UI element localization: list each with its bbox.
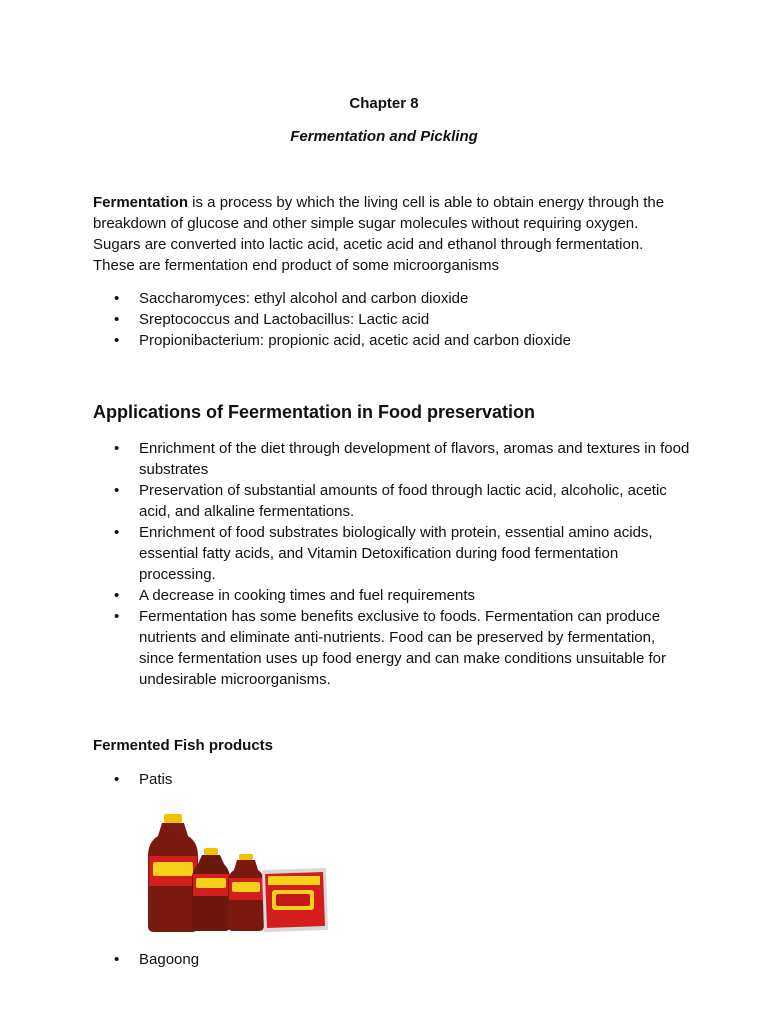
fish-products-list (93, 769, 693, 790)
list-item-text: Patis (139, 771, 173, 788)
list-item-text: Fermentation has some benefits exclusive to foods. Fermentation can produce nutrients and eliminate anti-nutrients. Food can be preserved by fermentation, since fermentation uses up food energy and can make conditions unsuitable for undesirable microorganisms. (139, 608, 666, 688)
list-item-text: A decrease in cooking times and fuel requirements (139, 587, 476, 604)
applications-heading: Applications of Feermentation in Food preservation (93, 402, 536, 422)
fish-products-list-continued (93, 949, 693, 970)
list-item (93, 606, 693, 690)
bullet: • (114, 608, 120, 625)
chapter-heading: Chapter 8 (349, 95, 419, 112)
list-item-text: Preservation of substantial amounts of food through lactic acid, alcoholic, acetic acid, and alkaline fermentations. (139, 482, 667, 520)
list-item-text: Sreptococcus and Lactobacillus: Lactic acid (139, 311, 430, 328)
bullet: • (114, 311, 120, 328)
list-item (93, 480, 693, 522)
list-item (93, 288, 693, 309)
bullet: • (114, 332, 120, 349)
applications-list (93, 438, 693, 690)
bullet: • (114, 771, 120, 788)
list-item-text: Propionibacterium: propionic acid, acetic acid and carbon dioxide (139, 332, 571, 349)
list-item (93, 309, 693, 330)
pouch (262, 868, 328, 932)
patis-product-image (140, 812, 332, 936)
bullet: • (114, 951, 120, 968)
bullet: • (114, 482, 120, 499)
list-item-text: Bagoong (139, 951, 200, 968)
intro-term: Fermentation (93, 194, 189, 211)
intro-text: is a process by which the living cell is able to obtain energy through the breakdown of glucose and other simple sugar molecules without requiring oxygen. Sugars are converted into lactic acid, acetic acid and ethanol through fermentation. These are fermentation end product of some microorganisms (93, 194, 665, 274)
bullet: • (114, 587, 120, 604)
bullet: • (114, 524, 120, 541)
list-item-text: Enrichment of the diet through development of flavors, aromas and textures in food substrates (139, 440, 690, 478)
list-item (93, 585, 693, 606)
intro-paragraph (93, 192, 683, 276)
list-item-text: Enrichment of food substrates biologically with protein, essential amino acids, essential fatty acids, and Vitamin Detoxification during food fermentation processing. (139, 524, 653, 583)
list-item (93, 438, 693, 480)
bullet: • (114, 440, 120, 457)
end-products-list (93, 288, 693, 351)
list-item (93, 769, 693, 790)
list-item-text: Saccharomyces: ethyl alcohol and carbon dioxide (139, 290, 469, 307)
list-item (93, 330, 693, 351)
bullet: • (114, 290, 120, 307)
chapter-subtitle: Fermentation and Pickling (290, 128, 478, 145)
list-item (93, 949, 693, 970)
fish-products-heading: Fermented Fish products (93, 737, 274, 754)
list-item (93, 522, 693, 585)
